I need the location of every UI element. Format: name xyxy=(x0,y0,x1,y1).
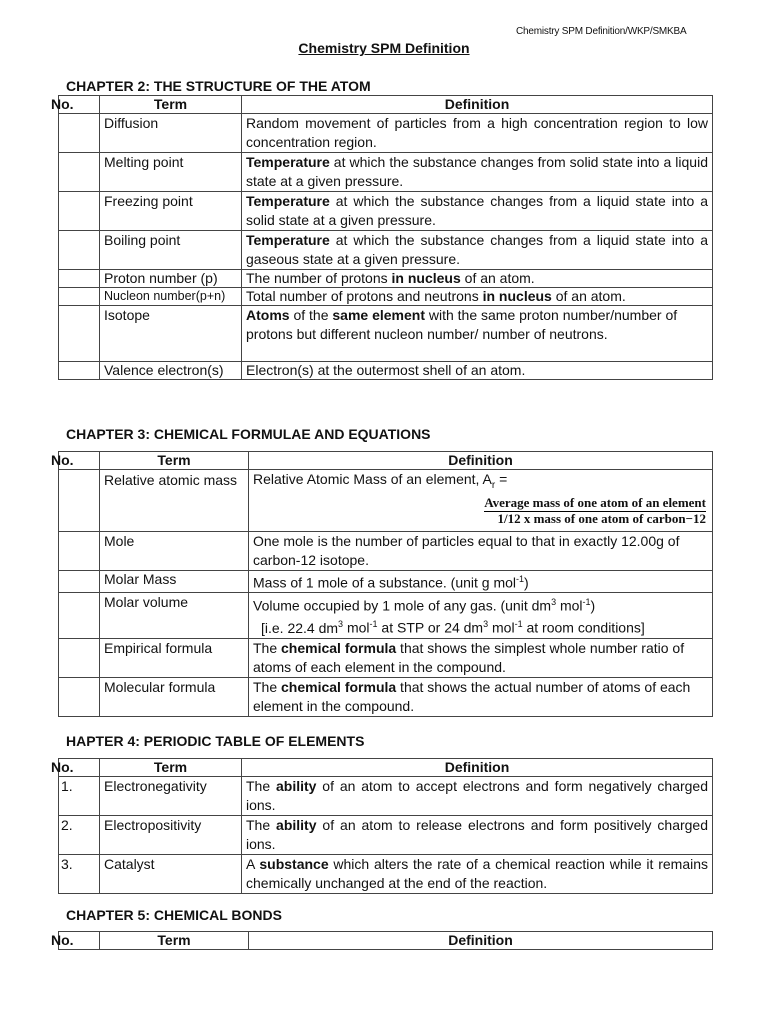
term-cell: Molecular formula xyxy=(100,677,249,716)
col-term-header: Term xyxy=(100,932,249,950)
table-header-row xyxy=(59,932,713,950)
table-row xyxy=(59,231,713,270)
col-term-header: Term xyxy=(100,452,249,470)
term-cell: Catalyst xyxy=(100,855,242,894)
term-cell: Electropositivity xyxy=(100,816,242,855)
term-cell: Molar volume xyxy=(100,592,249,638)
row-number: 2. xyxy=(59,816,100,855)
term-cell: Relative atomic mass xyxy=(100,470,249,532)
table-header-row xyxy=(59,452,713,470)
term-cell: Mole xyxy=(100,532,249,571)
table-header-row xyxy=(59,96,713,114)
term-cell: Boiling point xyxy=(100,231,242,270)
definition-cell: Random movement of particles from a high concentration region to low concentration region. xyxy=(242,114,713,153)
term-cell: Isotope xyxy=(100,306,242,362)
definition-cell: Temperature at which the substance changes from a liquid state into a solid state at a given pressure. xyxy=(242,192,713,231)
definition-cell: Temperature at which the substance changes from a liquid state into a gaseous state at a given pressure. xyxy=(242,231,713,270)
col-definition-header: Definition xyxy=(249,932,713,950)
definition-cell: The chemical formula that shows the actual number of atoms of each element in the compound. xyxy=(249,677,713,716)
table-row xyxy=(59,288,713,306)
chapter-5-table xyxy=(51,931,713,950)
row-number: 3. xyxy=(59,855,100,894)
col-no-header: No. xyxy=(59,759,100,777)
table-row xyxy=(59,306,713,362)
relative-atomic-mass-formula: Average mass of one atom of an element 1/12 x mass of one atom of carbon−12 xyxy=(484,494,706,526)
chapter-2-heading: CHAPTER 2: THE STRUCTURE OF THE ATOM xyxy=(66,78,371,94)
table-row xyxy=(59,362,713,380)
definition-cell: The chemical formula that shows the simplest whole number ratio of atoms of each element in the compound. xyxy=(249,638,713,677)
chapter-3-table xyxy=(51,451,713,717)
chapter-2-table xyxy=(51,95,713,380)
page-title: Chemistry SPM Definition xyxy=(298,40,470,56)
table-row xyxy=(59,192,713,231)
table-row xyxy=(59,677,713,716)
table-row xyxy=(59,855,713,894)
col-term-header: Term xyxy=(100,759,242,777)
chapter-5-heading: CHAPTER 5: CHEMICAL BONDS xyxy=(66,907,282,923)
definition-cell: Temperature at which the substance changes from solid state into a liquid state at a given pressure. xyxy=(242,153,713,192)
definition-cell: Total number of protons and neutrons in nucleus of an atom. xyxy=(242,288,713,306)
definition-cell: The ability of an atom to release electrons and form positively charged ions. xyxy=(242,816,713,855)
chapter-4-heading: HAPTER 4: PERIODIC TABLE OF ELEMENTS xyxy=(66,733,365,749)
col-term-header: Term xyxy=(100,96,242,114)
table-row xyxy=(59,532,713,571)
definition-cell: Volume occupied by 1 mole of any gas. (unit $dm^3$ mol$^{-1}$) [i.e. 22.4 $dm^3$ mol$^{-1}$ at STP or 24 $dm^3$ mol$^{-1}$ at room conditions] xyxy=(249,592,713,638)
table-row xyxy=(59,777,713,816)
term-cell: Melting point xyxy=(100,153,242,192)
term-cell: Nucleon number(p+n) xyxy=(100,288,242,306)
term-cell: Empirical formula xyxy=(100,638,249,677)
definition-cell: Atoms of the same element with the same proton number/number of protons but different nucleon number/ number of neutrons. xyxy=(242,306,713,362)
term-cell: Electronegativity xyxy=(100,777,242,816)
term-cell: Proton number (p) xyxy=(100,270,242,288)
col-no-header: No. xyxy=(59,452,100,470)
definition-cell: Electron(s) at the outermost shell of an atom. xyxy=(242,362,713,380)
term-cell: Diffusion xyxy=(100,114,242,153)
term-cell: Valence electron(s) xyxy=(100,362,242,380)
table-header-row xyxy=(59,759,713,777)
definition-cell: One mole is the number of particles equal to that in exactly 12.00g of carbon-12 isotope. xyxy=(249,532,713,571)
table-row xyxy=(59,153,713,192)
definition-cell: Relative Atomic Mass of an element, $A_r$ = Average mass of one atom of an element 1/12 x mass of one atom of carbon−12 xyxy=(249,470,713,532)
table-row xyxy=(59,571,713,593)
col-no-header: No. xyxy=(59,932,100,950)
chapter-3-heading: CHAPTER 3: CHEMICAL FORMULAE AND EQUATIONS xyxy=(66,426,431,442)
col-definition-header: Definition xyxy=(242,96,713,114)
definition-cell: Mass of 1 mole of a substance. (unit g mol$^{-1}$) xyxy=(249,571,713,593)
table-row xyxy=(59,470,713,532)
table-row xyxy=(59,816,713,855)
definition-cell: The number of protons in nucleus of an atom. xyxy=(242,270,713,288)
chapter-4-table xyxy=(51,758,713,894)
table-row xyxy=(59,270,713,288)
definition-cell: A substance which alters the rate of a chemical reaction while it remains chemically unchanged at the end of the reaction. xyxy=(242,855,713,894)
running-header: Chemistry SPM Definition/WKP/SMKBA xyxy=(516,26,687,37)
table-row xyxy=(59,114,713,153)
table-row xyxy=(59,638,713,677)
row-number: 1. xyxy=(59,777,100,816)
col-definition-header: Definition xyxy=(242,759,713,777)
col-no-header: No. xyxy=(59,96,100,114)
term-cell: Freezing point xyxy=(100,192,242,231)
term-cell: Molar Mass xyxy=(100,571,249,593)
table-row xyxy=(59,592,713,638)
col-definition-header: Definition xyxy=(249,452,713,470)
definition-cell: The ability of an atom to accept electrons and form negatively charged ions. xyxy=(242,777,713,816)
